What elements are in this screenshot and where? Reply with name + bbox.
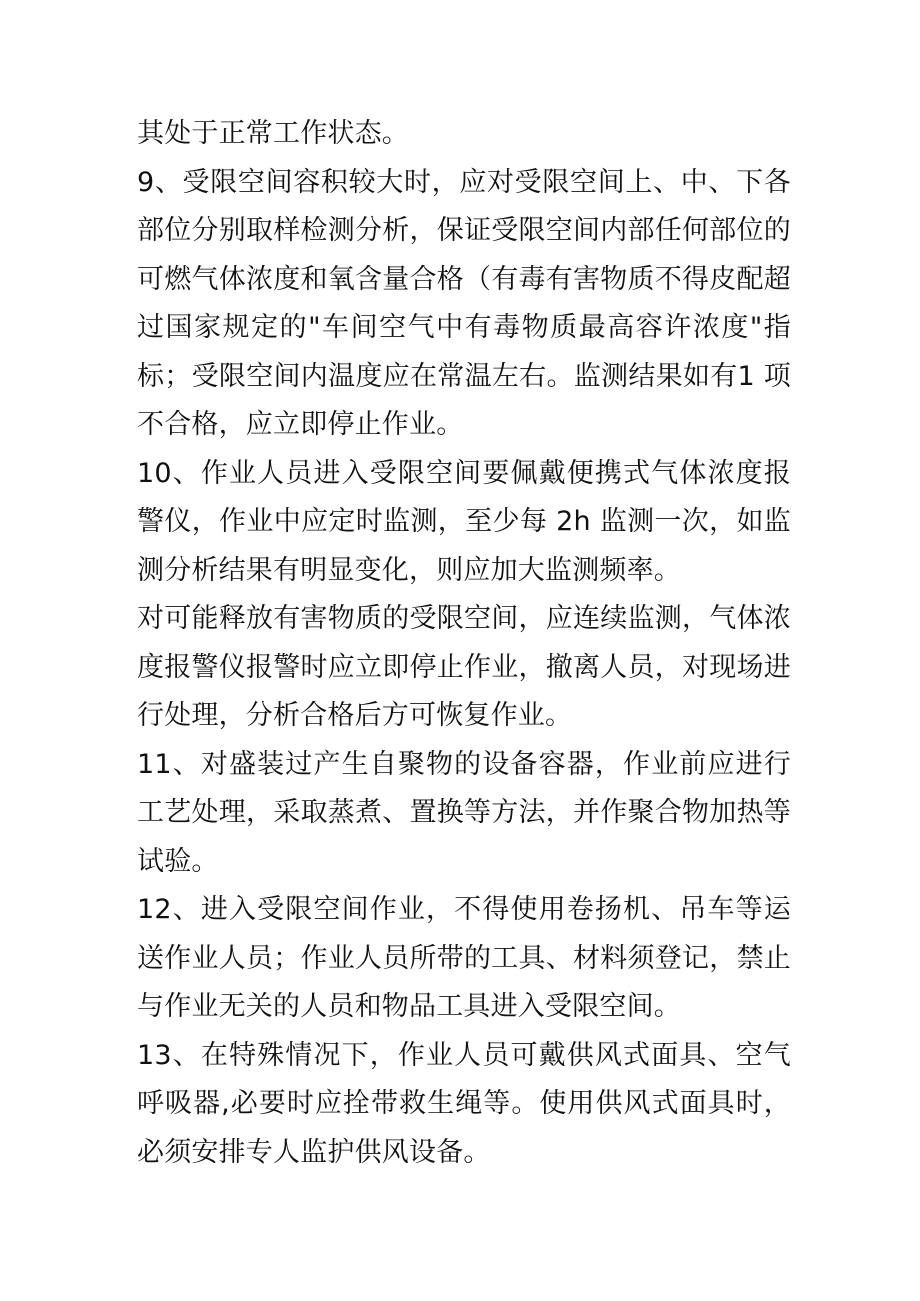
paragraph-item-10: 10、作业人员进入受限空间要佩戴便携式气体浓度报警仪，作业中应定时监测，至少每 2h 监测一次，如监测分析结果有明显变化，则应加大监测频率。 [137, 457, 791, 586]
document-body [137, 110, 791, 1177]
paragraph-item-12: 12、进入受限空间作业，不得使用卷扬机、吊车等运送作业人员；作业人员所带的工具、材料须登记，禁止与作业无关的人员和物品工具进入受限空间。 [137, 894, 791, 1022]
paragraph-item-13: 13、在特殊情况下，作业人员可戴供风式面具、空气呼吸器,必要时应拴带救生绳等。使用供风式面具时，必须安排专人监护供风设备。 [137, 1039, 791, 1168]
paragraph-continuous-monitoring: 对可能释放有害物质的受限空间，应连续监测，气体浓度报警仪报警时应立即停止作业，撤离人员，对现场进行处理，分析合格后方可恢复作业。 [137, 603, 791, 731]
paragraph-item-11: 11、对盛装过产生自聚物的设备容器，作业前应进行工艺处理，采取蒸煮、置换等方法，并作聚合物加热等试验。 [137, 748, 791, 877]
paragraph-item-9: 9、受限空间容积较大时，应对受限空间上、中、下各部位分别取样检测分析，保证受限空间内部任何部位的可燃气体浓度和氧含量合格（有毒有害物质不得皮配超过国家规定的"车间空气中有毒物质最高容许浓度"指标；受限空间内温度应在常温左右。监测结果如有1 项不合格，应立即停止作业。 [137, 166, 791, 440]
paragraph-continuation: 其处于正常工作状态。 [137, 118, 409, 149]
